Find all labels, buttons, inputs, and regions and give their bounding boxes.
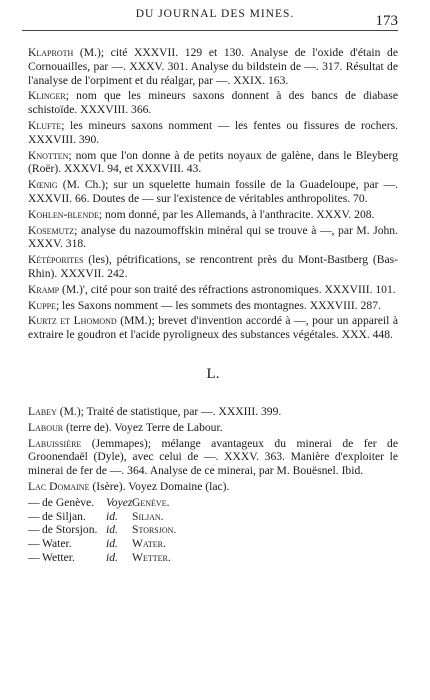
entry-text: (M.)', cité pour son traité des réfractions astronomiques. XXXVIII. 101. (59, 282, 396, 296)
entries-l (28, 405, 398, 565)
sub-name: de Siljan. (42, 509, 86, 523)
entry-text: (les), pétrifications, se rencontrent près du Mont-Bastberg (Bas-Rhin). XXXVII. 242. (28, 253, 398, 280)
entry-head: Kétéporites (28, 253, 84, 267)
entry-head: Labuissière (28, 436, 82, 450)
entry-head: Labey (28, 404, 57, 418)
entry-text: ; nom que les mineurs saxons donnent à des bancs de diabase schistoïde. XXXVIII. 366. (28, 89, 398, 117)
entry-text: ; les Saxons nomment — les sommets des montagnes. XXXVIII. 287. (55, 298, 381, 312)
index-entry (28, 253, 398, 281)
index-entry (28, 178, 398, 206)
sub-target: Storsjon. (132, 523, 177, 537)
entry-text: (M.); cité XXXVII. 129 et 130. Analyse de l'oxide d'étain de Cornouailles, par —. XXXV. 301. Analyse du bildstein de —. 317. Résultat de l'analyse de l'orpiment et du réalgar, par —. XXIX. 163. (28, 46, 398, 87)
sub-name: de Genève. (42, 495, 95, 509)
index-entry (28, 437, 398, 478)
sub-entry (28, 496, 398, 510)
index-entry (28, 314, 398, 342)
entry-head: Klaproth (28, 46, 74, 59)
sub-dash: — (28, 523, 40, 537)
entry-text: (Jemmapes); mélange avantageux du minerai de fer de Groonendaël (Dyle), avec celui de —. XXXV. 363. Manière d'exploiter le minerai de fer de —. 364. Analyse de ce minerai, par M. Bouësnel. Ibid. (28, 436, 398, 478)
entry-head: Knotten (28, 148, 69, 162)
entry-head: Lac Domaine (28, 479, 90, 493)
entry-head: Klufte (28, 118, 62, 132)
sub-ref-word: id. (106, 509, 118, 523)
sub-name: de Storsjon. (42, 523, 98, 537)
sub-dash: — (28, 509, 40, 523)
sub-ref-word: id. (106, 550, 118, 564)
sub-entry (28, 510, 398, 524)
index-entry (28, 299, 398, 313)
index-entry (28, 421, 398, 435)
index-entry (28, 208, 398, 222)
section-letter: L. (206, 365, 220, 382)
sub-dash: — (28, 537, 40, 551)
entry-text: ; nom donné, par les Allemands, à l'anthracite. XXXV. 208. (98, 207, 375, 221)
index-entry (28, 149, 398, 177)
entry-text: (M.); Traité de statistique, par —. XXXIII. 399. (56, 404, 282, 418)
entry-text: (Isère). Voyez Domaine (lac). (89, 479, 230, 493)
index-entry (28, 46, 398, 87)
index-entry (28, 224, 398, 252)
sub-ref-word: Voyez (106, 495, 133, 509)
sub-dash: — (28, 550, 40, 564)
running-title: DU JOURNAL DES MINES. (135, 8, 295, 20)
sub-entry (28, 551, 398, 565)
sub-entries (28, 496, 398, 565)
sub-name: Wetter. (42, 550, 75, 564)
entry-head: Kohlen-blende (28, 207, 99, 221)
index-entry (28, 405, 398, 419)
entry-text: ; analyse du nazoumoffskin minéral qui se trouve à —, par M. John. XXXV. 318. (28, 223, 398, 251)
entry-head: Kosemutz (28, 223, 75, 237)
sub-target: Wetter. (132, 550, 171, 564)
index-entry (28, 89, 398, 117)
entry-head: Kurtz et Lhomond (28, 314, 117, 328)
sub-dash: — (28, 495, 40, 509)
header-rule (22, 30, 398, 31)
sub-target: Water. (132, 537, 166, 551)
index-entry (28, 283, 398, 297)
index-entry (28, 119, 398, 147)
sub-name: Water. (42, 537, 72, 551)
index-entry (28, 480, 398, 494)
entry-text: ; les mineurs saxons nomment — les fentes ou fissures de rochers. XXXVIII. 390. (28, 118, 398, 146)
sub-entry (28, 537, 398, 551)
entry-head: Kuppe (28, 298, 56, 312)
running-head (0, 8, 430, 32)
page-number: 173 (375, 13, 398, 29)
entry-text: ; nom que l'on donne à de petits noyaux de galène, dans le Bleyberg (Roër). XXXVI. 94, et XXXVIII. 43. (28, 148, 398, 176)
entry-text: (terre de). Voyez Terre de Labour. (63, 420, 223, 434)
sub-ref-word: id. (106, 523, 118, 537)
entry-head: Labour (28, 420, 64, 434)
entry-head: Kœnig (28, 178, 58, 192)
index-body (28, 46, 398, 565)
sub-entry (28, 523, 398, 537)
entry-head: Kramp (28, 282, 60, 296)
entry-head: Klinger (28, 89, 66, 103)
sub-target: Siljan. (132, 509, 164, 523)
entries-k (28, 46, 398, 342)
sub-target: Genève. (132, 495, 170, 509)
sub-ref-word: id. (106, 537, 118, 551)
entry-text: (MM.); brevet d'invention accordé à —, pour un appareil à extraire le goudron et l'acide pyroligneux des substances végétales. XXX. 448. (28, 314, 399, 342)
entry-text: (M. Ch.); sur un squelette humain fossile de la Guadeloupe, par —. XXXVII. 66. Doutes de — sur l'existence de véritables anthropolites. 70. (28, 178, 398, 205)
